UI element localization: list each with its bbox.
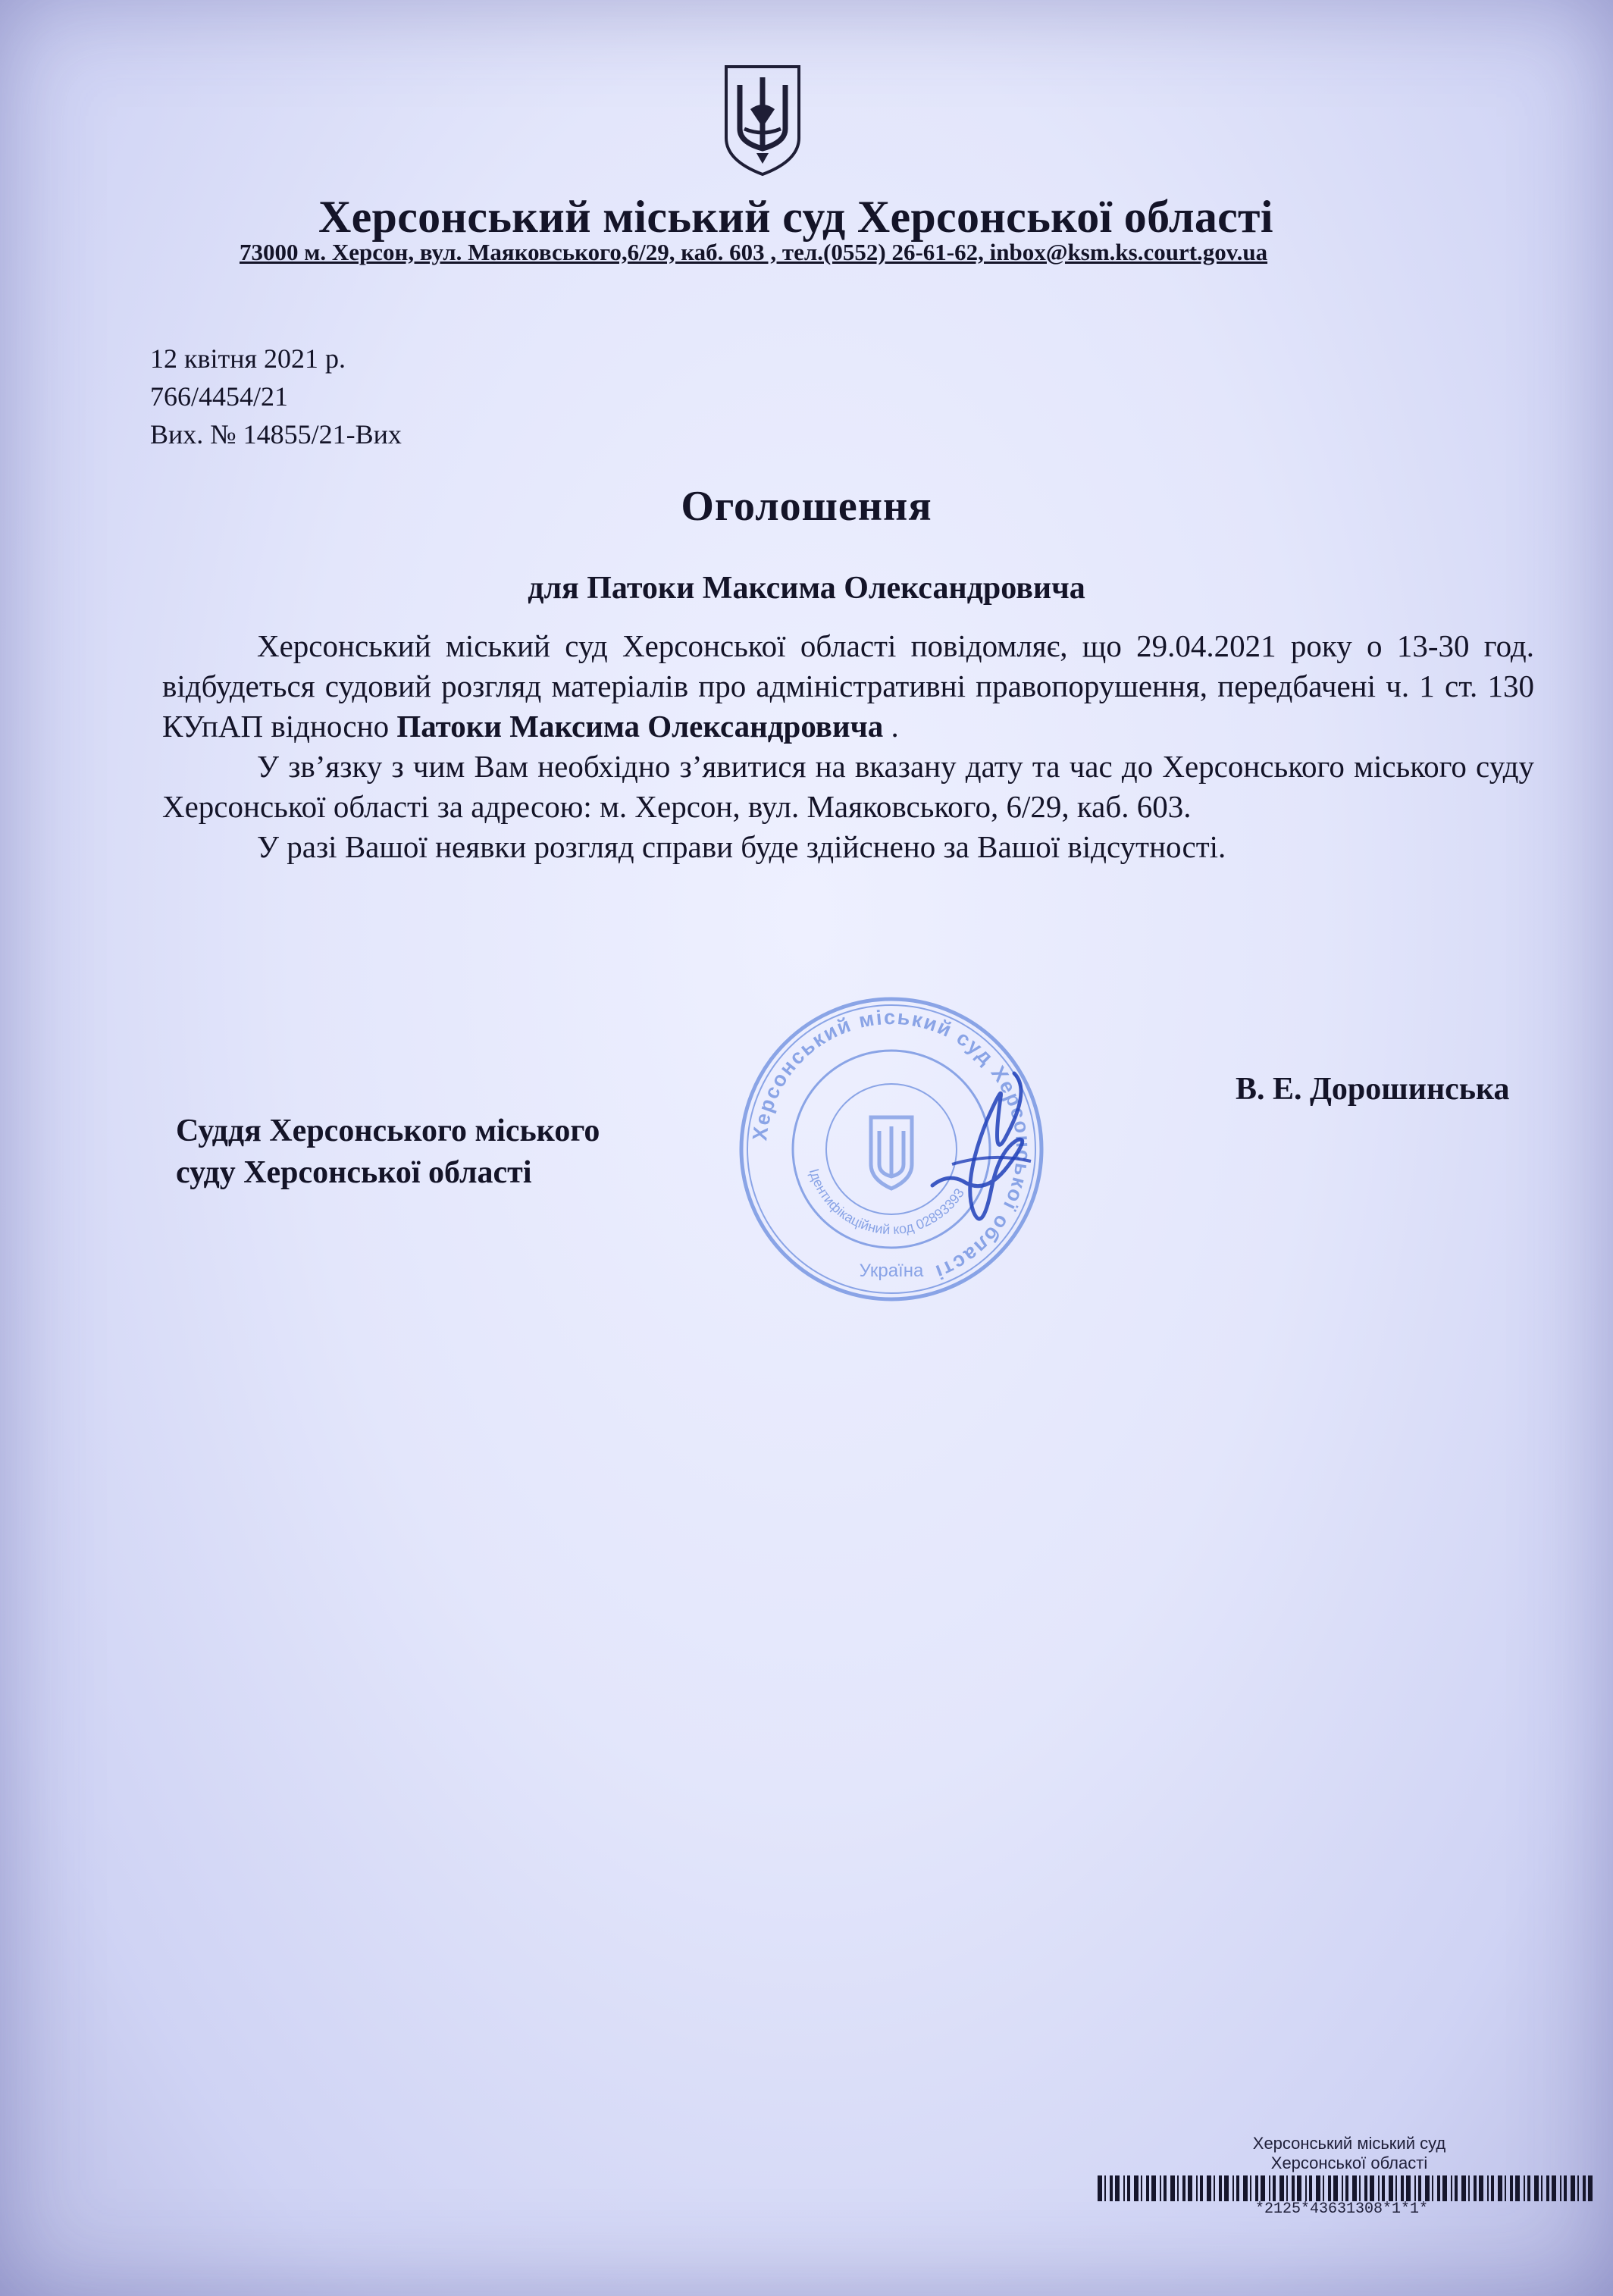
body-p1-text: Херсонський міський суд Херсонської області повідомляє, що 29.04.2021 року о 13-30 год. відбудеться судовий розгляд матеріалів про адміністративні правопорушення, передбачені ч. 1 ст. 130 КУпАП відносно <box>162 628 1534 744</box>
barcode-bar <box>1279 2175 1284 2201</box>
barcode-bar <box>1146 2175 1149 2201</box>
barcode-bar <box>1224 2175 1229 2201</box>
barcode-bar <box>1214 2175 1215 2201</box>
notice-addressee: для Патоки Максима Олександровича <box>528 571 1085 606</box>
stamp-country-text: Україна <box>859 1261 924 1281</box>
barcode-bar <box>1309 2175 1312 2201</box>
barcode-bar <box>1498 2175 1502 2201</box>
barcode-bar <box>1098 2175 1102 2201</box>
barcode-bar <box>1255 2175 1258 2201</box>
barcode-bar <box>1232 2175 1234 2201</box>
barcode-bar <box>1432 2175 1433 2201</box>
barcode-bar <box>1364 2175 1367 2201</box>
barcode-bar <box>1328 2175 1331 2201</box>
signatory-position-line-2: суду Херсонської області <box>176 1155 532 1190</box>
barcode-bar <box>1505 2175 1506 2201</box>
signatory-name: В. Е. Дорошинська <box>1236 1072 1510 1107</box>
barcode-bar <box>1273 2175 1276 2201</box>
barcode-bar <box>1127 2175 1130 2201</box>
barcode-bar <box>1491 2175 1494 2201</box>
barcode-bar <box>1323 2175 1324 2201</box>
barcode-bar <box>1123 2175 1125 2201</box>
barcode-bar <box>1588 2175 1593 2201</box>
signatory-position <box>176 1110 737 1194</box>
barcode-bar <box>1352 2175 1357 2201</box>
stamp-code-text: Ідентифікаційний код 02893393 <box>806 1167 967 1238</box>
barcode-bar <box>1401 2175 1404 2201</box>
barcode-bar <box>1571 2175 1575 2201</box>
barcode-bar <box>1474 2175 1477 2201</box>
barcode-bar <box>1316 2175 1320 2201</box>
barcode-bar <box>1560 2175 1561 2201</box>
barcode-bar <box>1269 2175 1270 2201</box>
barcode-bar <box>1389 2175 1393 2201</box>
barcode-bar <box>1219 2175 1222 2201</box>
defendant-name: Патоки Максима Олександровича <box>396 709 884 744</box>
barcode-bar <box>1534 2175 1539 2201</box>
court-address: 73000 м. Херсон, вул. Маяковського,6/29, каб. 603 , тел.(0552) 26-61-62, inbox@ksm.ks.court.gov.ua <box>240 239 1268 265</box>
barcode-bar <box>1378 2175 1380 2201</box>
barcode-bar <box>1164 2175 1167 2201</box>
barcode-bar <box>1151 2175 1156 2201</box>
barcode-bar <box>1104 2175 1106 2201</box>
barcode-bar <box>1333 2175 1338 2201</box>
barcode-bar <box>1425 2175 1430 2201</box>
barcode-bar <box>1134 2175 1138 2201</box>
barcode-bar <box>1286 2175 1288 2201</box>
barcode-bar <box>1177 2175 1179 2201</box>
barcode-bar <box>1406 2175 1411 2201</box>
barcode-bar <box>1451 2175 1452 2201</box>
barcode-bar <box>1170 2175 1175 2201</box>
barcode-bar <box>1418 2175 1421 2201</box>
stamp-ring-text: Херсонський міський суд Херсонської області <box>748 1005 1035 1285</box>
barcode-bar <box>1182 2175 1185 2201</box>
barcode-bar <box>1442 2175 1447 2201</box>
barcode-bar <box>1305 2175 1307 2201</box>
coat-of-arms-icon <box>722 64 803 177</box>
barcode-bar <box>1110 2175 1113 2201</box>
judge-signature <box>917 1067 1046 1249</box>
barcode-bar <box>1564 2175 1567 2201</box>
barcode-bar <box>1261 2175 1265 2201</box>
barcode-bar <box>1345 2175 1348 2201</box>
barcode-bar <box>1487 2175 1489 2201</box>
document-date: 12 квітня 2021 р. <box>150 343 346 374</box>
barcode <box>1098 2175 1598 2201</box>
case-number: 766/4454/21 <box>150 381 289 412</box>
barcode-bar <box>1236 2175 1239 2201</box>
barcode-bar <box>1395 2175 1397 2201</box>
barcode-bar <box>1342 2175 1343 2201</box>
barcode-bar <box>1577 2175 1579 2201</box>
barcode-bar <box>1297 2175 1301 2201</box>
barcode-bar <box>1382 2175 1385 2201</box>
barcode-bar <box>1115 2175 1120 2201</box>
barcode-bar <box>1196 2175 1198 2201</box>
barcode-label-line-2: Херсонської області <box>1270 2153 1428 2172</box>
barcode-bar <box>1510 2175 1513 2201</box>
barcode-bar <box>1479 2175 1483 2201</box>
barcode-bar <box>1546 2175 1549 2201</box>
barcode-bar <box>1370 2175 1374 2201</box>
body-paragraph-3: У разі Вашої неявки розгляд справи буде здійснено за Вашої відсутності. <box>257 829 1226 864</box>
barcode-bar <box>1160 2175 1161 2201</box>
barcode-bar <box>1461 2175 1466 2201</box>
court-title: Херсонський міський суд Херсонської області <box>318 192 1273 242</box>
barcode-bar <box>1292 2175 1295 2201</box>
outgoing-number: Вих. № 14855/21-Вих <box>150 419 402 449</box>
barcode-bar <box>1207 2175 1211 2201</box>
body-p1-end: . <box>883 709 899 744</box>
barcode-bar <box>1527 2175 1530 2201</box>
signatory-position-line-1: Суддя Херсонського міського <box>176 1114 600 1148</box>
barcode-bar <box>1515 2175 1520 2201</box>
barcode-bar <box>1468 2175 1470 2201</box>
barcode-bar <box>1243 2175 1248 2201</box>
barcode-bar <box>1541 2175 1543 2201</box>
notice-body <box>162 626 1534 867</box>
barcode-bar <box>1250 2175 1251 2201</box>
barcode-bar <box>1200 2175 1203 2201</box>
barcode-bar <box>1359 2175 1361 2201</box>
stamp-trident-icon <box>871 1117 912 1189</box>
barcode-bar <box>1141 2175 1142 2201</box>
barcode-bar <box>1524 2175 1525 2201</box>
barcode-bar <box>1455 2175 1458 2201</box>
barcode-bar <box>1552 2175 1556 2201</box>
barcode-bar <box>1437 2175 1440 2201</box>
barcode-bar <box>1188 2175 1192 2201</box>
body-paragraph-2: У зв’язку з чим Вам необхідно з’явитися на вказану дату та час до Херсонського міського суду Херсонської області за адресою: м. Херсон, вул. Маяковського, 6/29, каб. 603. <box>162 749 1534 824</box>
barcode-code: *2125*43631308*1*1* <box>1254 2200 1429 2218</box>
barcode-label-line-1: Херсонський міський суд <box>1252 2134 1446 2153</box>
barcode-bar <box>1583 2175 1586 2201</box>
body-paragraph-1 <box>162 626 1534 747</box>
barcode-bar <box>1414 2175 1416 2201</box>
notice-title: Оголошення <box>681 483 932 530</box>
